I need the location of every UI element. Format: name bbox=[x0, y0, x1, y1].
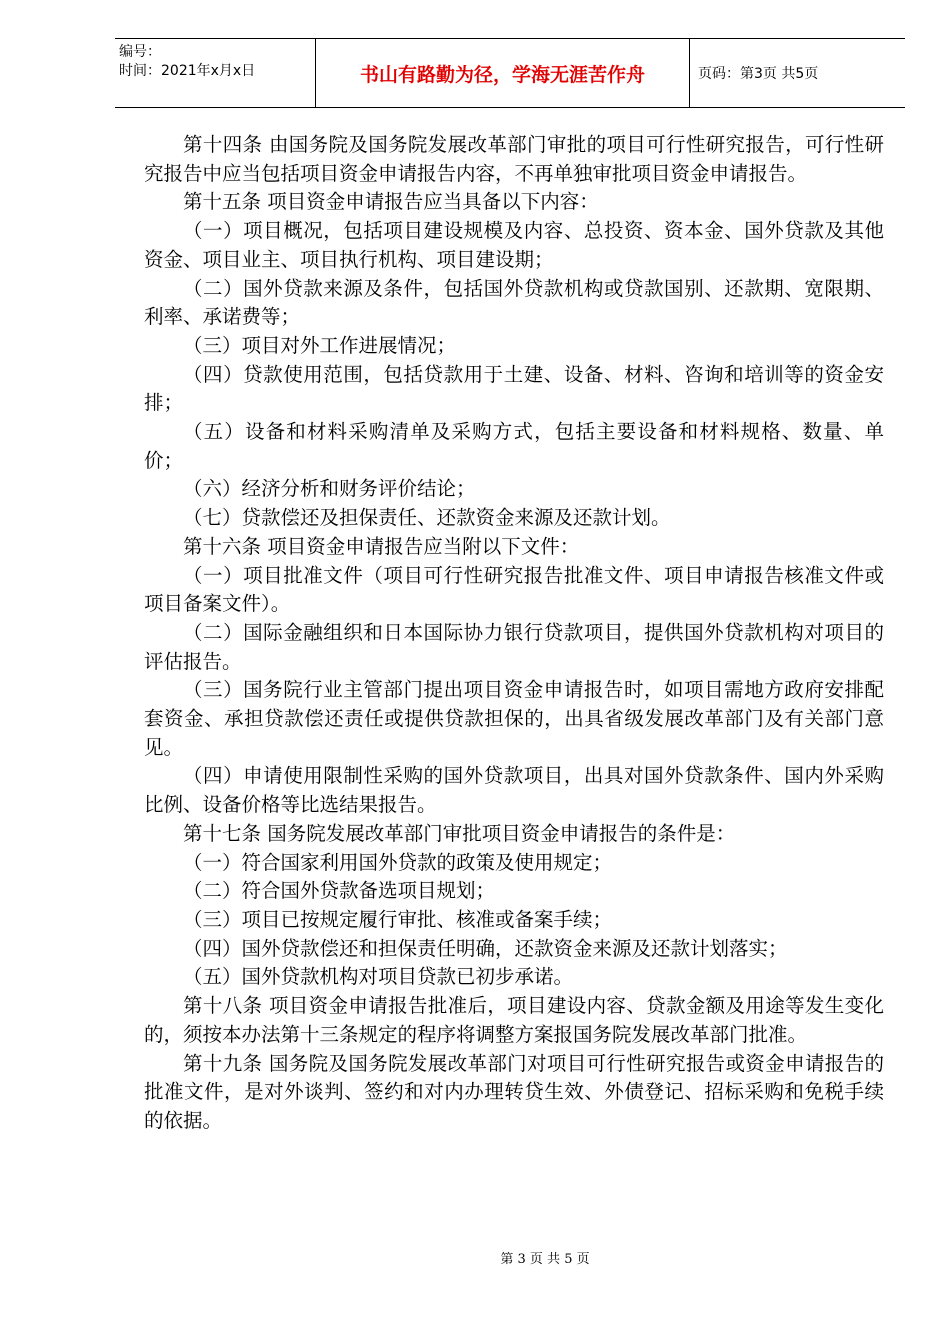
header-page-number: 页码：第3页 共5页 bbox=[698, 66, 819, 82]
paragraph: （四）国外贷款偿还和担保责任明确，还款资金来源及还款计划落实； bbox=[183, 936, 788, 960]
page-footer: 第 3 页 共 5 页 bbox=[500, 1252, 590, 1267]
document-time-label: 时间：2021年x月x日 bbox=[119, 63, 256, 79]
paragraph: （二）国际金融组织和日本国际协力银行贷款项目，提供国外贷款机构对项目的评估报告。 bbox=[144, 620, 884, 673]
paragraph: 第十四条 由国务院及国务院发展改革部门审批的项目可行性研究报告，可行性研究报告中应当包括项目资金申请报告内容，不再单独审批项目资金申请报告。 bbox=[144, 133, 884, 185]
paragraph: （三）项目对外工作进展情况； bbox=[183, 333, 457, 357]
paragraph: （一）项目概况，包括项目建设规模及内容、总投资、资本金、国外贷款及其他资金、项目业主、项目执行机构、项目建设期； bbox=[144, 219, 884, 271]
paragraph: （四）申请使用限制性采购的国外贷款项目，出具对国外贷款条件、国内外采购比例、设备价格等比选结果报告。 bbox=[144, 764, 884, 817]
document-number-label: 编号： bbox=[119, 44, 161, 60]
paragraph: （三）国务院行业主管部门提出项目资金申请报告时，如项目需地方政府安排配套资金、承担贷款偿还责任或提供贷款担保的，出具省级发展改革部门及有关部门意见。 bbox=[144, 678, 884, 759]
paragraph: 第十八条 项目资金申请报告批准后，项目建设内容、贷款金额及用途等发生变化的，须按本办法第十三条规定的程序将调整方案报国务院发展改革部门批准。 bbox=[144, 994, 884, 1046]
document-body bbox=[144, 131, 884, 1136]
paragraph: （六）经济分析和财务评价结论； bbox=[183, 477, 476, 501]
paragraph: 第十五条 项目资金申请报告应当具备以下内容： bbox=[183, 190, 599, 214]
paragraph: （七）贷款偿还及担保责任、还款资金来源及还款计划。 bbox=[183, 506, 671, 530]
paragraph: （五）设备和材料采购清单及采购方式，包括主要设备和材料规格、数量、单价； bbox=[144, 420, 884, 472]
header-motto: 书山有路勤为径，学海无涯苦作舟 bbox=[315, 39, 690, 107]
paragraph: （五）国外贷款机构对项目贷款已初步承诺。 bbox=[183, 965, 574, 989]
paragraph: （三）项目已按规定履行审批、核准或备案手续； bbox=[183, 907, 613, 931]
paragraph: （二）符合国外贷款备选项目规划； bbox=[183, 879, 496, 903]
paragraph: （一）符合国家利用国外贷款的政策及使用规定； bbox=[183, 850, 613, 874]
paragraph: （一）项目批准文件（项目可行性研究报告批准文件、项目申请报告核准文件或项目备案文件）。 bbox=[144, 563, 884, 616]
header-meta bbox=[115, 39, 315, 107]
paragraph: （四）贷款使用范围，包括贷款用于土建、设备、材料、咨询和培训等的资金安排； bbox=[144, 362, 884, 415]
paragraph: （二）国外贷款来源及条件，包括国外贷款机构或贷款国别、还款期、宽限期、利率、承诺费等； bbox=[144, 276, 884, 329]
page-header bbox=[115, 38, 905, 108]
paragraph: 第十六条 项目资金申请报告应当附以下文件： bbox=[183, 534, 580, 558]
paragraph: 第十七条 国务院发展改革部门审批项目资金申请报告的条件是： bbox=[183, 821, 736, 845]
paragraph: 第十九条 国务院及国务院发展改革部门对项目可行性研究报告或资金申请报告的批准文件，是对外谈判、签约和对内办理转贷生效、外债登记、招标采购和免税手续的依据。 bbox=[144, 1051, 884, 1132]
